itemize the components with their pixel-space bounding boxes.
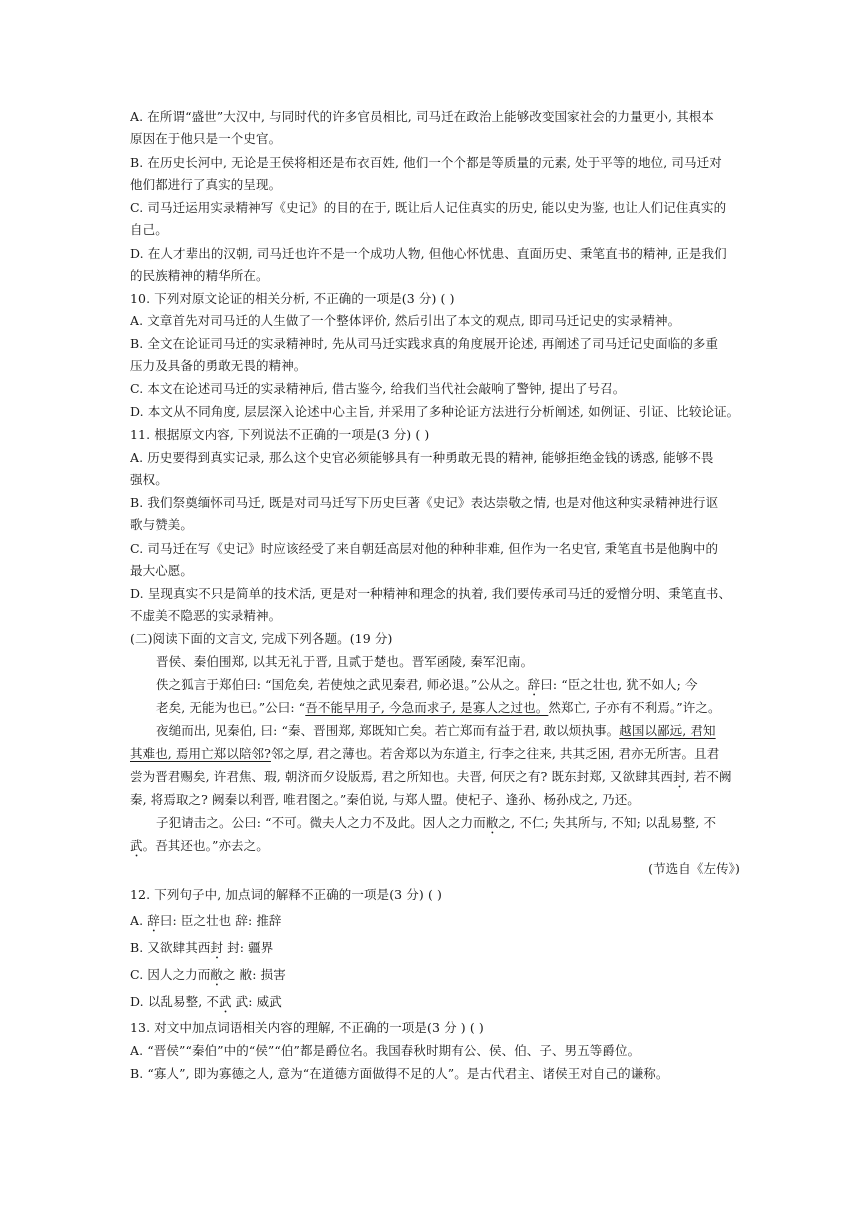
- text-segment: D. 本文从不同角度, 层层深入论述中心主旨, 并采用了多种论证方法进行分析阐述, 如例证、引证、比较论证。: [130, 404, 740, 419]
- text-line: [130, 447, 740, 469]
- text-line: [130, 514, 740, 536]
- text-segment: 原因在于他只是一个史官。: [130, 131, 282, 146]
- text-line: [130, 355, 740, 377]
- text-segment: D. 呈现真实不只是简单的技术活, 更是对一种精神和理念的执着, 我们要传承司马迁的爱憎分明、秉笔直书、: [130, 586, 732, 601]
- text-segment: 压力及具备的勇敢无畏的精神。: [130, 358, 307, 373]
- text-segment: C. 因人之力而: [130, 967, 211, 982]
- text-line: [130, 469, 740, 491]
- emphasized-char: 敝: [210, 967, 223, 982]
- text-line: [156, 674, 740, 696]
- text-segment: 强权。: [130, 472, 168, 487]
- text-segment: 老矣, 无能为也已。”公曰: “: [156, 700, 306, 715]
- text-segment: A. 文章首先对司马迁的人生做了一个整体评价, 然后引出了本文的观点, 即司马迁记史的实录精神。: [130, 313, 681, 328]
- text-line: [130, 789, 740, 811]
- text-segment: 的民族精神的精华所在。: [130, 268, 269, 283]
- text-line: [156, 651, 740, 673]
- text-segment: 之 敝: 损害: [222, 967, 286, 982]
- text-segment: 佚之狐言于郑伯曰: “国危矣, 若使烛之武见秦君, 师必退。”公从之。: [156, 677, 528, 692]
- text-line: [130, 560, 740, 582]
- text-line: [130, 106, 740, 128]
- text-line: [130, 583, 740, 605]
- text-line: [130, 991, 740, 1013]
- text-line: [130, 424, 740, 446]
- emphasized-char: 辞: [147, 913, 160, 928]
- text-segment: 邻之厚, 君之薄也。若舍郑以为东道主, 行李之往来, 共其乏困, 君亦无所害。且君: [270, 746, 720, 761]
- text-segment: 子犯请击之。公曰: “不可。微夫人之力不及此。因人之力而: [156, 815, 486, 830]
- text-line: [156, 720, 740, 742]
- text-segment: 之, 不仁; 失其所与, 不知; 以乱易整, 不: [498, 815, 717, 830]
- text-line: [130, 605, 740, 627]
- text-segment: 他们都进行了真实的呈现。: [130, 177, 282, 192]
- underlined-text: 吾不能早用子, 今急而求子, 是寡人之过也。: [305, 700, 549, 715]
- text-segment: 武: 威武: [231, 994, 282, 1009]
- text-segment: 封: 疆界: [223, 940, 274, 955]
- text-segment: (二)阅读下面的文言文, 完成下列各题。(19 分): [130, 631, 393, 646]
- text-line: [130, 152, 740, 174]
- text-segment: 曰: “臣之壮也, 犹不如人; 今: [540, 677, 698, 692]
- text-segment: B. 在历史长河中, 无论是王侯将相还是布衣百姓, 他们一个个都是等质量的元素, 处于平等的地位, 司马迁对: [130, 155, 722, 170]
- text-line: [130, 538, 740, 560]
- text-line: [130, 835, 740, 857]
- text-segment: 13. 对文中加点词语相关内容的理解, 不正确的一项是(3 分 ) ( ): [130, 1020, 484, 1035]
- text-line: [130, 937, 740, 959]
- emphasized-char: 敝: [485, 815, 499, 830]
- text-line: [130, 401, 740, 423]
- text-line: [156, 697, 740, 719]
- text-segment: 晋侯、秦伯围郑, 以其无礼于晋, 且贰于楚也。晋军函陵, 秦军氾南。: [156, 654, 534, 669]
- text-segment: D. 以乱易整, 不: [130, 994, 219, 1009]
- text-segment: A. 历史要得到真实记录, 那么这个史官必须能够具有一种勇敢无畏的精神, 能够拒绝金钱的诱惑, 能够不畏: [130, 450, 714, 465]
- text-segment: B. 全文在论证司马迁的实录精神时, 先从司马迁实践求真的角度展开论述, 再阐述了司马迁记史面临的多重: [130, 336, 719, 351]
- text-segment: B. 又欲肆其西: [130, 940, 211, 955]
- text-segment: C. 司马迁运用实录精神写《史记》的目的在于, 既让后人记住真实的历史, 能以史为鉴, 也让人们记住真实的: [130, 200, 727, 215]
- text-line: [130, 1040, 740, 1062]
- text-segment: 夜缒而出, 见秦伯, 曰: “秦、晋围郑, 郑既知亡矣。若亡郑而有益于君, 敢以烦执事。: [156, 723, 620, 738]
- text-segment: 10. 下列对原文论证的相关分析, 不正确的一项是(3 分) ( ): [130, 291, 455, 306]
- text-line: [130, 243, 740, 265]
- text-segment: , 若不阙: [685, 769, 732, 784]
- text-line: [130, 766, 740, 788]
- text-segment: 。吾其还也。”亦去之。: [142, 838, 269, 853]
- text-segment: 曰: 臣之壮也 辞: 推辞: [159, 913, 282, 928]
- emphasized-char: 武: [130, 838, 143, 853]
- text-line: [130, 333, 740, 355]
- text-segment: 秦, 将焉取之? 阙秦以利晋, 唯君图之。”秦伯说, 与郑人盟。使杞子、逢孙、杨孙戍之, 乃还。: [130, 792, 640, 807]
- text-segment: 自己。: [130, 222, 168, 237]
- text-segment: A.: [130, 913, 148, 928]
- text-line: [130, 743, 740, 765]
- emphasized-char: 封: [673, 769, 686, 784]
- emphasized-char: 武: [218, 994, 232, 1009]
- text-segment: (节选自《左传》): [648, 861, 740, 876]
- text-segment: A. 在所谓“盛世”大汉中, 与同时代的许多官员相比, 司马迁在政治上能够改变国家社会的力量更小, 其根本: [130, 109, 714, 124]
- emphasized-char: 辞: [527, 677, 541, 692]
- text-segment: 尝为晋君赐矣, 许君焦、瑕, 朝济而夕设版焉, 君之所知也。夫晋, 何厌之有? 既东封郑, 又欲肆其西: [130, 769, 674, 784]
- text-line: [130, 197, 740, 219]
- text-line: [130, 1017, 740, 1039]
- text-segment: 不虚美不隐恶的实录精神。: [130, 608, 282, 623]
- text-line: [130, 628, 740, 650]
- text-segment: 最大心愿。: [130, 563, 194, 578]
- text-segment: C. 本文在论述司马迁的实录精神后, 借古鉴今, 给我们当代社会敲响了警钟, 提出了号召。: [130, 381, 626, 396]
- text-line: [130, 265, 740, 287]
- text-line: [130, 174, 740, 196]
- text-segment: D. 在人才辈出的汉朝, 司马迁也许不是一个成功人物, 但他心怀忧患、直面历史、秉笔直书的精神, 正是我们: [130, 246, 727, 261]
- text-segment: A. “晋侯”“秦伯”中的“侯”“伯”都是爵位名。我国春秋时期有公、侯、伯、子、男五等爵位。: [130, 1043, 641, 1058]
- text-line: [130, 288, 740, 310]
- text-line: [130, 910, 740, 932]
- text-line: [130, 378, 740, 400]
- text-line: [130, 1063, 740, 1085]
- text-line: [156, 812, 740, 834]
- text-line: [130, 858, 740, 880]
- text-segment: 12. 下列句子中, 加点词的解释不正确的一项是(3 分) ( ): [130, 887, 442, 902]
- text-line: [130, 219, 740, 241]
- text-segment: 歌与赞美。: [130, 517, 194, 532]
- text-segment: 然郑亡, 子亦有不利焉。”许之。: [548, 700, 721, 715]
- text-line: [130, 492, 740, 514]
- text-line: [130, 964, 740, 986]
- underlined-text: 其难也, 焉用亡郑以陪邻?: [130, 746, 271, 761]
- text-segment: B. 我们祭奠缅怀司马迁, 既是对司马迁写下历史巨著《史记》表达崇敬之情, 也是对他这种实录精神进行讴: [130, 495, 719, 510]
- text-segment: B. “寡人”, 即为寡德之人, 意为“在道德方面做得不足的人”。是古代君主、诸侯王对自己的谦称。: [130, 1066, 669, 1081]
- underlined-text: 越国以鄙远, 君知: [619, 723, 716, 738]
- text-segment: 11. 根据原文内容, 下列说法不正确的一项是(3 分) ( ): [130, 427, 430, 442]
- emphasized-char: 封: [210, 940, 224, 955]
- text-line: [130, 310, 740, 332]
- text-line: [130, 884, 740, 906]
- text-line: [130, 128, 740, 150]
- text-segment: C. 司马迁在写《史记》时应该经受了来自朝廷高层对他的种种非难, 但作为一名史官, 秉笔直书是他胸中的: [130, 541, 719, 556]
